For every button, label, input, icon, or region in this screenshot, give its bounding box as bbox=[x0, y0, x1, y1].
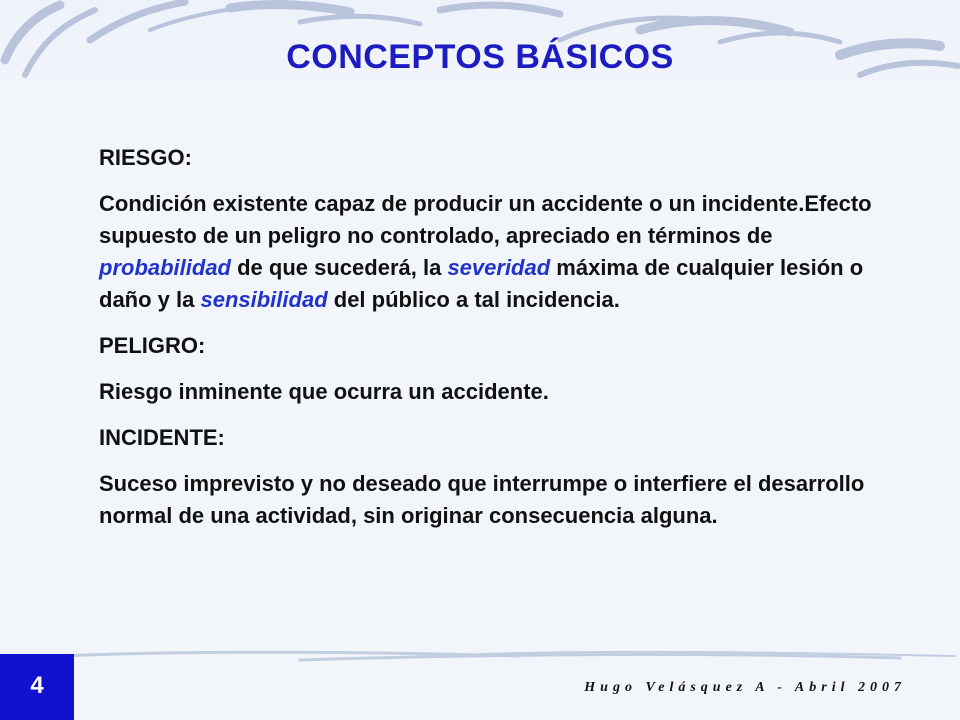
slide-title: CONCEPTOS BÁSICOS bbox=[286, 38, 674, 76]
definition-incidente: Suceso imprevisto y no deseado que interrumpe o interfiere el desarrollo normal de una actividad, sin originar consecuencia alguna. bbox=[99, 471, 865, 528]
heading-riesgo: RIESGO: bbox=[99, 145, 192, 170]
heading-peligro: PELIGRO: bbox=[99, 333, 206, 358]
definition-riesgo-part2: de que sucederá, la bbox=[231, 255, 448, 280]
footer-author-date: Hugo Velásquez A - Abril 2007 bbox=[584, 680, 906, 695]
content-body bbox=[99, 142, 899, 546]
term-sensibilidad: sensibilidad bbox=[200, 287, 328, 312]
definition-riesgo-part4: del público a tal incidencia. bbox=[327, 287, 620, 312]
heading-incidente: INCIDENTE: bbox=[99, 425, 225, 450]
term-severidad: severidad bbox=[447, 255, 551, 280]
definition-peligro: Riesgo inminente que ocurra un accidente. bbox=[99, 379, 549, 404]
definition-riesgo-part3: máxima de cualquier lesión o daño y la bbox=[99, 255, 864, 312]
definition-riesgo bbox=[99, 188, 899, 316]
page-number: 4 bbox=[30, 672, 44, 699]
definition-riesgo-part1: Condición existente capaz de producir un accidente o un incidente.Efecto supuesto de un peligro no controlado, apreciado en términos de bbox=[99, 191, 872, 248]
term-probabilidad: probabilidad bbox=[99, 255, 231, 280]
